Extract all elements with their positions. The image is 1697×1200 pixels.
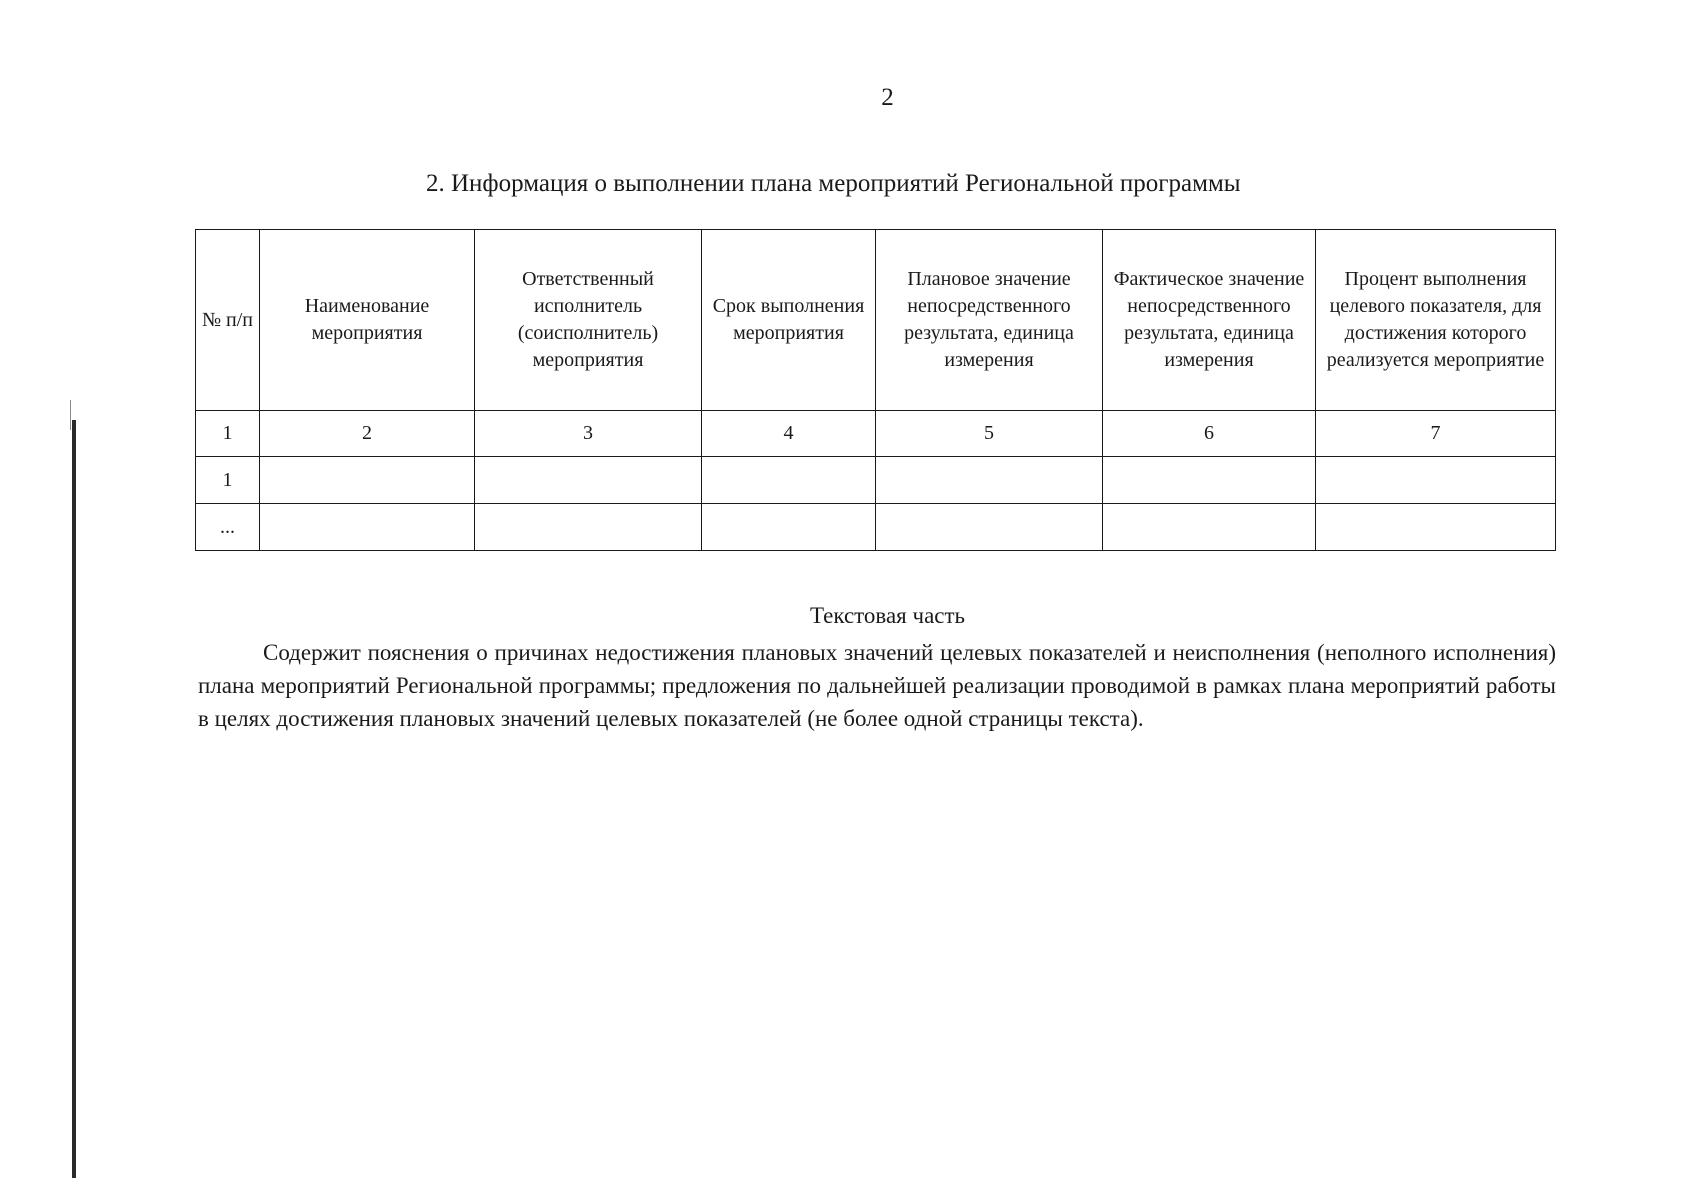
table-header-row <box>196 230 1556 411</box>
table-cell <box>475 504 702 551</box>
table-cell <box>876 504 1103 551</box>
table-cell <box>702 457 876 504</box>
header-cell-responsible: Ответственный исполнитель (соисполнитель) мероприятия <box>475 230 702 411</box>
table-row <box>196 457 1556 504</box>
header-cell-percent: Процент выполнения целевого показателя, для достижения которого реализуется мероприятие <box>1316 230 1556 411</box>
table-cell <box>1316 457 1556 504</box>
section-title: 2. Информация о выполнении плана мероприятий Региональной программы <box>426 170 1241 197</box>
column-number-cell: 5 <box>876 411 1103 457</box>
table-cell: ... <box>196 504 260 551</box>
column-number-cell: 1 <box>196 411 260 457</box>
header-cell-number: № п/п <box>196 230 260 411</box>
table-cell <box>1103 457 1316 504</box>
header-cell-planned-value: Плановое значение непосредственного результата, единица измерения <box>876 230 1103 411</box>
column-number-row <box>196 411 1556 457</box>
table-cell <box>475 457 702 504</box>
body-paragraph: Содержит пояснения о причинах недостижения плановых значений целевых показателей и неисполнения (неполного исполнения) плана мероприятий Региональной программы; предложения по дальнейшей реализации проводимой в рамках плана мероприятий работы в целях достижения плановых значений целевых показателей (не более одной страницы текста). <box>198 640 1556 731</box>
header-cell-deadline: Срок выполнения мероприятия <box>702 230 876 411</box>
table-cell: 1 <box>196 457 260 504</box>
page-number: 2 <box>881 84 894 111</box>
table-cell <box>260 504 475 551</box>
table-cell <box>1316 504 1556 551</box>
scan-edge-mark <box>70 400 71 430</box>
column-number-cell: 3 <box>475 411 702 457</box>
table-cell <box>260 457 475 504</box>
column-number-cell: 6 <box>1103 411 1316 457</box>
scan-edge-shadow <box>72 420 76 1178</box>
column-number-cell: 4 <box>702 411 876 457</box>
plan-table <box>195 229 1556 551</box>
header-cell-event-name: Наименование мероприятия <box>260 230 475 411</box>
table-cell <box>876 457 1103 504</box>
table-row <box>196 504 1556 551</box>
header-cell-actual-value: Фактическое значение непосредственного результата, единица измерения <box>1103 230 1316 411</box>
column-number-cell: 2 <box>260 411 475 457</box>
text-part-heading: Текстовая часть <box>809 603 966 628</box>
column-number-cell: 7 <box>1316 411 1556 457</box>
table-cell <box>1103 504 1316 551</box>
table-cell <box>702 504 876 551</box>
